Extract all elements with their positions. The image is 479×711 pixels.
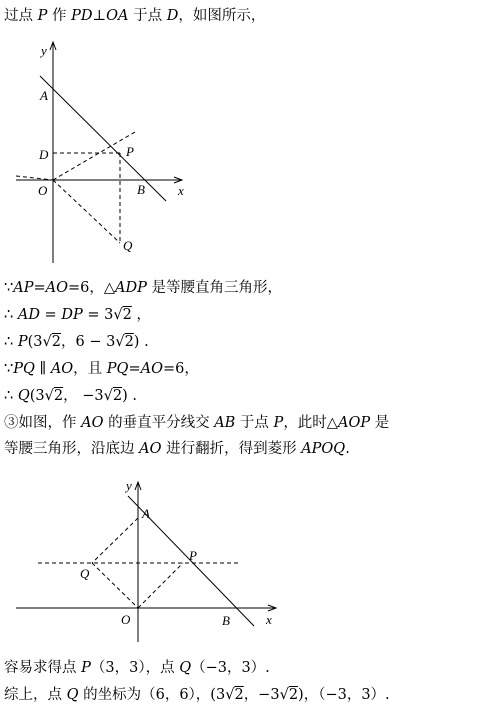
case-text: 的垂直平分线交 — [103, 415, 215, 431]
step-1 — [4, 278, 282, 298]
label-O: O — [121, 612, 131, 627]
segment-AD: AD — [17, 307, 40, 323]
label-A: A — [40, 88, 48, 103]
case-text: . — [345, 441, 350, 457]
point-D: D — [166, 8, 179, 24]
result-text: （3，3），点 — [90, 660, 180, 676]
sqrt-symbol: √ — [103, 388, 113, 404]
segment-AQ — [92, 518, 138, 563]
summary-text: ，−3 — [243, 687, 280, 703]
segment-PD: PD — [71, 8, 93, 24]
equals: = — [128, 361, 141, 377]
segment-AO: AO — [81, 415, 104, 431]
step-text: ， — [131, 307, 151, 323]
case-text: 于点 — [235, 415, 274, 431]
figure-2 — [10, 474, 285, 650]
segment-AP: AP — [13, 280, 34, 296]
segment-PQ: PQ — [106, 361, 129, 377]
radicand: 2 — [234, 687, 244, 703]
radicand: 2 — [112, 388, 123, 404]
step-text: 是等腰直角三角形， — [146, 280, 282, 296]
summary-text: 的坐标为（6，6），(3 — [78, 687, 226, 703]
step-text: (3 — [29, 388, 45, 404]
segment-AO: AO — [139, 441, 162, 457]
intro-line — [4, 6, 265, 26]
point-P: P — [81, 660, 91, 676]
step-3 — [4, 332, 149, 352]
summary-text: )，（−3，3）. — [298, 687, 390, 703]
intro-text: 于点 — [128, 8, 167, 24]
point-Q: Q — [179, 660, 192, 676]
segment-AB: AB — [214, 415, 236, 431]
point-Q: Q — [17, 388, 30, 404]
segment-PQ: PQ — [13, 361, 35, 377]
line-AB — [40, 76, 166, 201]
sqrt-symbol: √ — [115, 334, 125, 350]
sqrt-symbol: √ — [225, 687, 235, 703]
figure-1 — [10, 38, 200, 270]
therefore-symbol: ∴ — [4, 388, 18, 404]
segment-AO: AO — [45, 280, 68, 296]
label-Q: Q — [123, 238, 133, 253]
label-B: B — [137, 182, 145, 197]
summary-line — [4, 685, 390, 705]
point-Q: Q — [66, 687, 79, 703]
radicand: 2 — [122, 307, 132, 323]
case3-line-2 — [4, 439, 350, 459]
segment-DP: DP — [61, 307, 83, 323]
label-y: y — [126, 478, 132, 493]
label-x: x — [266, 612, 272, 627]
bisector-line — [53, 132, 135, 180]
case-text: 是 — [370, 415, 390, 431]
triangle-ADP: ADP — [115, 280, 147, 296]
result-line — [4, 658, 270, 678]
case3-line-1 — [4, 413, 389, 433]
radicand: 2 — [124, 334, 134, 350]
intro-text: ，如图所示， — [178, 8, 266, 24]
result-text: 容易求得点 — [4, 660, 82, 676]
equals: = — [33, 280, 46, 296]
segment-QO — [92, 563, 138, 608]
label-x: x — [178, 183, 184, 198]
because-symbol: ∵ — [4, 280, 14, 296]
step-text: ，且 — [73, 361, 107, 377]
case-text: 进行翻折，得到菱形 — [161, 441, 302, 457]
point-P: P — [17, 334, 28, 350]
label-P: P — [126, 144, 134, 159]
point-P: P — [273, 415, 284, 431]
step-4 — [4, 359, 199, 379]
radicand: 2 — [53, 388, 64, 404]
segment-OP — [138, 563, 183, 608]
label-P: P — [189, 548, 197, 563]
because-symbol: ∵ — [4, 361, 14, 377]
case-text: 等腰三角形，沿底边 — [4, 441, 140, 457]
result-text: （−3，3）. — [191, 660, 270, 676]
segment-OA: OA — [106, 8, 129, 24]
step-text: ) . — [122, 388, 137, 404]
step-text: ， −3 — [63, 388, 104, 404]
therefore-symbol: ∴ — [4, 334, 18, 350]
step-2 — [4, 305, 151, 325]
point-P: P — [37, 8, 48, 24]
step-text: = 3 — [82, 307, 114, 323]
label-A: A — [142, 506, 150, 521]
label-O: O — [38, 183, 48, 198]
triangle-AOP: AOP — [337, 415, 371, 431]
radicand: 2 — [51, 334, 61, 350]
segment-AO: AO — [50, 361, 74, 377]
label-y: y — [41, 43, 47, 58]
radicand: 2 — [288, 687, 299, 703]
step-text: ，6 − 3 — [60, 334, 116, 350]
label-Q: Q — [80, 566, 90, 581]
sqrt-symbol: √ — [279, 687, 289, 703]
segment-OQ — [53, 180, 120, 243]
ray-left — [16, 176, 53, 180]
intro-text: 作 — [47, 8, 72, 24]
step-text: =6， — [162, 361, 199, 377]
equals: = — [39, 307, 62, 323]
sqrt-symbol: √ — [42, 334, 52, 350]
step-5 — [4, 386, 137, 406]
sqrt-symbol: √ — [113, 307, 123, 323]
therefore-symbol: ∴ — [4, 307, 18, 323]
sqrt-symbol: √ — [44, 388, 54, 404]
label-D: D — [39, 147, 49, 162]
step-text: ) . — [133, 334, 149, 350]
case-text: ，此时△ — [283, 415, 338, 431]
label-B: B — [222, 613, 230, 628]
case-text: ③如图，作 — [4, 415, 82, 431]
summary-text: 综上，点 — [4, 687, 67, 703]
perp-symbol: ⊥ — [92, 8, 107, 24]
parallel-symbol: ∥ — [34, 361, 51, 377]
step-text: =6，△ — [67, 280, 116, 296]
segment-AO: AO — [140, 361, 163, 377]
rhombus-APOQ: APOQ — [301, 441, 346, 457]
intro-text: 过点 — [4, 8, 38, 24]
step-text: (3 — [27, 334, 43, 350]
